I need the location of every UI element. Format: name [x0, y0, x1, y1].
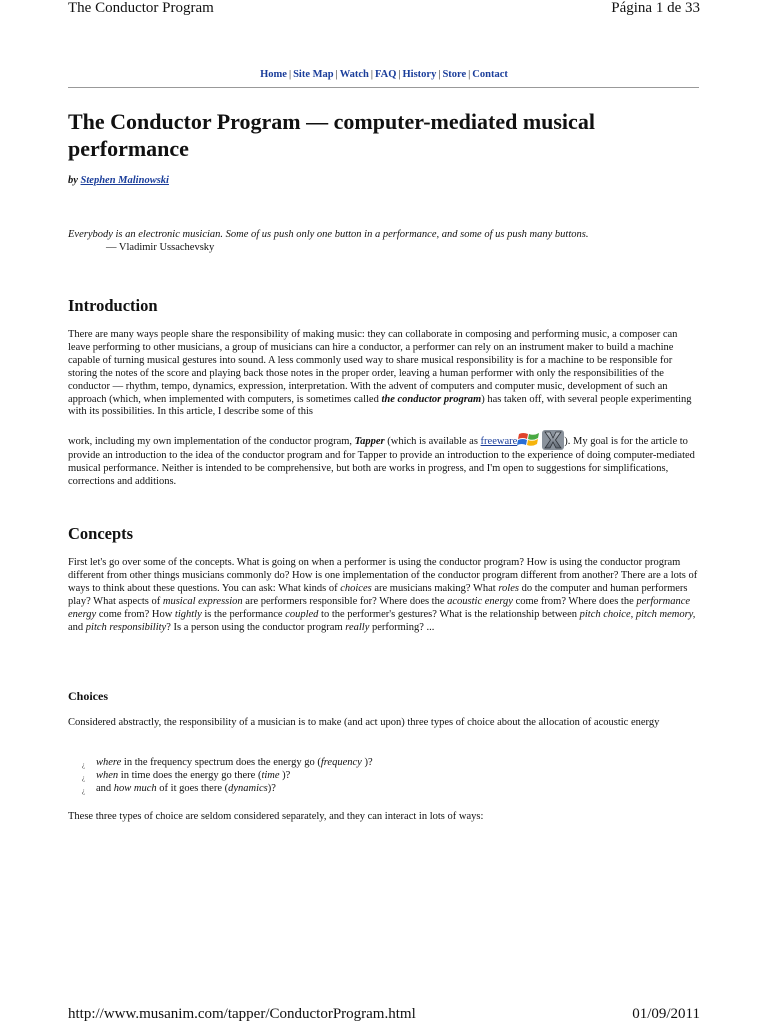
nav-separator: | — [438, 69, 441, 80]
intro-p2-mid: (which is available as — [387, 436, 478, 447]
em-pitch-choice: pitch choice, pitch memory, — [579, 608, 696, 620]
concepts-text: ? Is a person using the conductor program — [166, 621, 343, 633]
windows-logo-icon[interactable] — [517, 430, 541, 450]
item-text: )? — [361, 757, 373, 768]
concepts-text: come from? How — [98, 608, 173, 620]
item-em: when — [96, 769, 119, 781]
item-em: where — [96, 757, 122, 768]
bullet-icon: ¿ — [82, 761, 86, 769]
nav-separator: | — [335, 69, 338, 80]
concepts-text: are performers responsible for? Where does the — [245, 595, 445, 607]
item-em: how much — [113, 782, 157, 794]
item-text: in the frequency spectrum does the energy go ( — [121, 757, 321, 768]
list-item — [82, 783, 373, 796]
item-em: frequency — [320, 757, 362, 768]
epigraph-attribution: — Vladimir Ussachevsky — [106, 242, 215, 253]
nav-faq[interactable]: FAQ — [375, 69, 397, 80]
nav-separator: | — [288, 69, 292, 80]
intro-conductor-program: the conductor program — [381, 393, 482, 405]
epigraph-quote: Everybody is an electronic musician. Some of us push only one button in a performance, and some of us push many buttons. — [68, 229, 589, 240]
nav-watch[interactable]: Watch — [339, 69, 369, 80]
choices-outro: These three types of choice are seldom considered separately, and they can interact in lots of ways: — [68, 811, 484, 822]
concepts-heading: Concepts — [68, 524, 134, 543]
concepts-text: First let's go over some of the concepts. What is going on when a performer is using the conductor program? How is using the conductor program different from other things musicians commonly do? How is one implementation of the conductor program different from another? There are a lots of ways to think about these questions. You can ask: What kinds of — [68, 557, 698, 594]
epigraph — [68, 228, 708, 254]
freeware-link[interactable]: freeware — [480, 436, 518, 447]
nav-contact[interactable]: Contact — [472, 69, 508, 80]
pdf-page-footer — [68, 1006, 700, 1023]
item-text: and — [96, 782, 114, 794]
item-em: time — [261, 769, 280, 781]
byline — [68, 175, 169, 186]
list-item — [82, 757, 373, 770]
concepts-text: is the performance — [204, 608, 283, 620]
header-title: The Conductor Program — [68, 0, 214, 16]
concepts-text: are musicians making? What — [374, 582, 496, 594]
choices-list — [82, 757, 373, 795]
introduction-heading: Introduction — [68, 296, 158, 315]
em-coupled: coupled — [285, 608, 319, 620]
footer-url: http://www.musanim.com/tapper/ConductorProgram.html — [68, 1006, 416, 1022]
intro-p2-end: ). My goal is for the article to provide an introduction to the idea of the conductor program and for Tapper to provide an introduction to the experience of doing computer-mediated musical performance. Neither is intended to be comprehensive, but both are works in progress, and I'm open to suggestions for simplifications, corrections and additions. — [68, 436, 695, 487]
footer-date: 01/09/2011 — [632, 1006, 700, 1022]
intro-text-end: ) has taken off, with several people experimenting with its possibilities. In this article, I describe some of this — [68, 393, 692, 418]
concepts-text: to the performer's gestures? What is the relationship between — [321, 608, 577, 620]
header-page-number: Página 1 de 33 — [611, 0, 700, 16]
em-acoustic-energy: acoustic energy — [447, 595, 513, 607]
nav-divider — [68, 87, 699, 88]
nav-store[interactable]: Store — [442, 69, 467, 80]
introduction-paragraph-1 — [68, 329, 700, 419]
list-item — [82, 770, 373, 783]
bullet-icon: ¿ — [82, 786, 86, 795]
nav-site-map[interactable]: Site Map — [293, 69, 334, 80]
pdf-page-header — [68, 0, 700, 22]
nav-history[interactable]: History — [402, 69, 437, 80]
item-em: dynamics — [228, 782, 268, 794]
em-tightly: tightly — [174, 608, 202, 620]
item-text: in time does the energy go there ( — [118, 769, 262, 781]
em-pitch-responsibility: pitch responsibility — [85, 621, 167, 633]
item-text: )? — [267, 782, 276, 794]
concepts-text: performing? ... — [371, 621, 435, 633]
article-title: The Conductor Program — computer-mediated musical performance — [68, 109, 595, 161]
site-nav — [0, 69, 768, 80]
author-link[interactable]: Stephen Malinowski — [80, 175, 169, 186]
em-performance-energy: performance energy — [68, 595, 691, 620]
item-text: of it goes there ( — [156, 782, 229, 794]
bullet-icon: ¿ — [82, 773, 86, 782]
item-text: )? — [279, 769, 291, 781]
em-roles: roles — [498, 582, 519, 594]
em-musical-expression: musical expression — [162, 595, 243, 607]
nav-separator: | — [370, 69, 374, 80]
em-choices: choices — [340, 582, 372, 594]
intro-p2-start: work, including my own implementation of the conductor program, — [68, 436, 353, 447]
concepts-text: do the computer and human performers play? What aspects of — [68, 582, 688, 607]
nav-separator: | — [398, 69, 401, 80]
choices-intro: Considered abstractly, the responsibility of a musician is to make (and act upon) three types of choice about the allocation of acoustic energy — [68, 717, 660, 728]
introduction-paragraph-2 — [68, 430, 700, 489]
concepts-text: and — [68, 621, 84, 633]
byline-by: by — [68, 175, 78, 186]
concepts-text: come from? Where does the — [515, 595, 634, 607]
em-really: really — [345, 621, 370, 633]
nav-separator: | — [468, 69, 471, 80]
tapper-name: Tapper — [354, 436, 385, 447]
nav-home[interactable]: Home — [260, 69, 287, 80]
intro-text: There are many ways people share the responsibility of making music: they can collaborate in composing and performing music, a composer can leave performing to other musicians, a group of musicians can hire a conductor, a performer can rely on an instrument maker to build a machine capable of turning musical gestures into sound. A less commonly used way to share musical responsibility is for a machine to be responsible for storing the notes of the score and playing back those notes in the proper order, leaving a human performer with only the responsibilities of the conductor — rhythm, tempo, dynamics, expression, interpretation. With the advent of computers and computer music, development of such an approach (which, when implemented with computers, is sometimes called — [68, 329, 678, 405]
choices-heading: Choices — [68, 689, 108, 703]
concepts-paragraph — [68, 557, 700, 634]
mac-x-logo-icon[interactable] — [542, 430, 564, 450]
